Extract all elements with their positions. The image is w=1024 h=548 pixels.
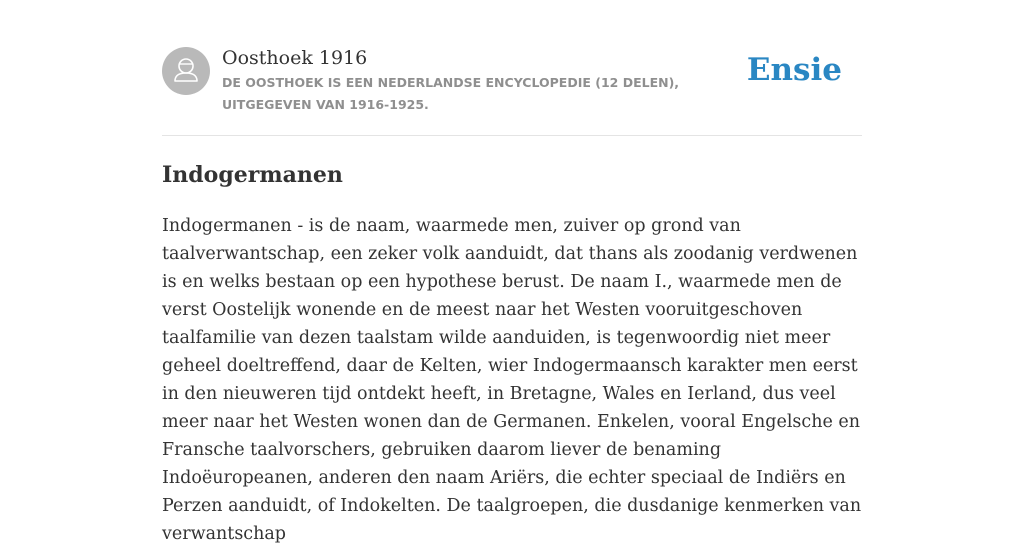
source-description: DE OOSTHOEK IS EEN NEDERLANDSE ENCYCLOPEDIE (12 DELEN), UITGEGEVEN VAN 1916-1925. — [222, 75, 680, 112]
entry-card — [162, 0, 862, 544]
entry-body: Indogermanen - is de naam, waarmede men, zuiver op grond van taalverwantschap, een zeker volk aanduidt, dat thans als zoodanig verdwenen is en welks bestaan op een hypothese berust. De naam I., waarmede men de verst Oostelijk wonende en de meest naar het Westen vooruitgeschoven taalfamilie van dezen taalstam wilde aanduiden, is tegenwoordig niet meer geheel doeltreffend, daar de Kelten, wier Indogermaansch karakter men eerst in den nieuweren tijd ontdekt heeft, in Bretagne, Wales en Ierland, dus veel meer naar het Westen wonen dan de Germanen. Enkelen, vooral Engelsche en Fransche taalvorschers, gebruiken daarom liever de benaming Indoëuropeanen, anderen den naam Ariërs, die echter speciaal de Indiërs en Perzen aanduidt, of Indokelten. De taalgroepen, die dusdanige kenmerken van verwantschap — [162, 216, 862, 544]
source-avatar[interactable] — [162, 47, 210, 95]
source-title[interactable]: Oosthoek 1916 — [222, 47, 368, 69]
entry-headword: Indogermanen — [162, 162, 343, 188]
ensie-logo[interactable]: Ensie — [746, 52, 842, 88]
source-header — [162, 46, 862, 136]
user-icon — [162, 47, 210, 95]
header-divider — [162, 135, 862, 136]
